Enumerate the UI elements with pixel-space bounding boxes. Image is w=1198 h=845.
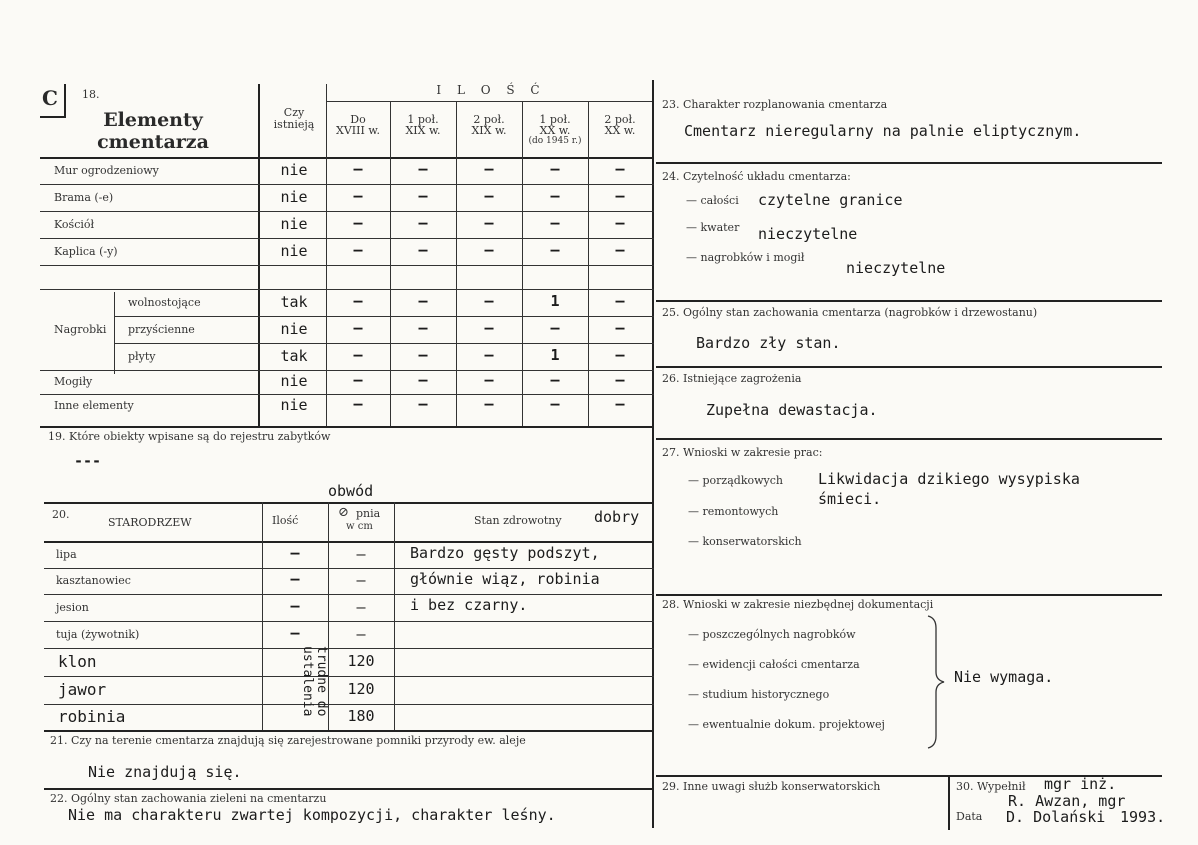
period-header-line: 1 poł. bbox=[539, 113, 571, 126]
exists-value: nie bbox=[280, 396, 308, 414]
q28-label: 28. Wnioski w zakresie niezbędnej dokumentacji bbox=[662, 598, 934, 611]
period-header-line: 2 poł. bbox=[604, 113, 636, 126]
q22-label: 22. Ogólny stan zachowania zieleni na cmentarzu bbox=[50, 792, 327, 805]
count-value: 1 bbox=[550, 291, 560, 310]
section-letter-box bbox=[40, 84, 66, 118]
count-value: – bbox=[550, 371, 560, 389]
stan-header: Stan zdrowotny bbox=[474, 514, 562, 527]
starodrzew-header: STARODRZEW bbox=[108, 516, 192, 529]
tree-count: – bbox=[290, 623, 300, 642]
tree-name: tuja (żywotnik) bbox=[56, 627, 140, 641]
count-value: – bbox=[418, 213, 428, 232]
q23-label: 23. Charakter rozplanowania cmentarza bbox=[662, 98, 888, 111]
q24-item-1-value: czytelne granice bbox=[758, 191, 903, 209]
period-header-line: Do bbox=[350, 113, 366, 126]
stan-value: dobry bbox=[594, 508, 640, 526]
health-line-2: głównie wiąz, robinia bbox=[410, 570, 600, 588]
count-value: – bbox=[484, 318, 494, 337]
row-label: płyty bbox=[128, 349, 156, 363]
exists-value: nie bbox=[280, 214, 308, 233]
count-value: – bbox=[484, 291, 494, 310]
count-value: – bbox=[353, 240, 363, 259]
tree-pnia: – bbox=[356, 624, 366, 643]
count-value: – bbox=[550, 213, 560, 232]
q20-number: 20. bbox=[52, 508, 70, 521]
count-value: – bbox=[550, 240, 560, 259]
count-value: – bbox=[615, 159, 625, 178]
q21-label: 21. Czy na terenie cmentarza znajdują się zarejestrowane pomniki przyrody ew. aleje bbox=[50, 734, 526, 747]
count-value: – bbox=[550, 395, 560, 413]
period-header-line: XX w. bbox=[539, 124, 571, 137]
pnia-header: pnia bbox=[356, 507, 381, 520]
period-header bbox=[390, 114, 456, 136]
period-header-line: (do 1945 r.) bbox=[528, 136, 582, 146]
exists-value: nie bbox=[280, 187, 308, 206]
q24-label: 24. Czytelność układu cmentarza: bbox=[662, 170, 851, 183]
period-header bbox=[588, 114, 652, 136]
count-value: – bbox=[353, 159, 363, 178]
col-exists-header: Czy istnieją bbox=[273, 106, 315, 131]
q30-line-2: R. Awzan, mgr bbox=[1008, 792, 1126, 810]
q24-item-3-label: — nagrobków i mogił bbox=[686, 251, 805, 264]
q22-value: Nie ma charakteru zwartej kompozycji, charakter leśny. bbox=[68, 806, 556, 824]
count-value: 1 bbox=[550, 345, 560, 364]
count-value: – bbox=[353, 318, 363, 337]
section-number: 18. bbox=[82, 88, 100, 101]
row-label: Kaplica (-y) bbox=[54, 244, 118, 258]
exists-value: nie bbox=[280, 241, 308, 260]
count-value: – bbox=[484, 345, 494, 364]
count-value: – bbox=[550, 318, 560, 337]
count-value: – bbox=[615, 240, 625, 259]
count-value: – bbox=[418, 186, 428, 205]
count-value: – bbox=[353, 186, 363, 205]
count-value: – bbox=[353, 395, 363, 413]
trudne-note: trudne do ustalenia bbox=[300, 646, 329, 717]
row-label: Kościół bbox=[54, 217, 95, 231]
tree-name: jesion bbox=[56, 600, 89, 614]
q30-line-3: D. Dolański bbox=[1006, 808, 1106, 826]
row-label: Inne elementy bbox=[54, 399, 134, 412]
obwod-note: obwód bbox=[328, 482, 374, 500]
tree-name: lipa bbox=[56, 547, 77, 561]
tree-count: – bbox=[290, 596, 300, 615]
tree-pnia: – bbox=[356, 544, 366, 563]
count-value: – bbox=[484, 240, 494, 259]
exists-value: nie bbox=[280, 372, 308, 390]
tree-pnia: 120 bbox=[347, 652, 375, 670]
count-value: – bbox=[615, 291, 625, 310]
health-line-3: i bez czarny. bbox=[410, 596, 528, 614]
q28-item-3: — studium historycznego bbox=[688, 688, 830, 701]
q24-item-2-label: — kwater bbox=[686, 221, 740, 234]
period-header-line: XX w. bbox=[604, 124, 636, 137]
q26-value: Zupełna dewastacja. bbox=[706, 401, 878, 419]
q27-value-line-2: śmieci. bbox=[818, 490, 882, 508]
q21-value: Nie znajdują się. bbox=[88, 763, 242, 781]
q27-item-3: — konserwatorskich bbox=[688, 535, 802, 548]
period-header bbox=[326, 114, 390, 136]
row-label: Mogiły bbox=[54, 375, 93, 388]
row-label: Mur ogrodzeniowy bbox=[54, 163, 159, 177]
health-note bbox=[410, 544, 600, 622]
count-value: – bbox=[418, 159, 428, 178]
exists-value: nie bbox=[280, 319, 308, 338]
tree-name: klon bbox=[58, 652, 97, 671]
q27-item-2: — remontowych bbox=[688, 505, 779, 518]
exists-value: tak bbox=[280, 346, 308, 365]
ilosc-col-header: Ilość bbox=[272, 514, 299, 527]
q25-label: 25. Ogólny stan zachowania cmentarza (nagrobków i drzewostanu) bbox=[662, 306, 1038, 319]
pnia-unit: w cm bbox=[346, 521, 373, 532]
q19-label: 19. Które obiekty wpisane są do rejestru zabytków bbox=[48, 430, 331, 443]
count-value: – bbox=[418, 240, 428, 259]
title-line-2: cmentarza bbox=[97, 131, 209, 153]
count-value: – bbox=[615, 186, 625, 205]
q28-item-4: — ewentualnie dokum. projektowej bbox=[688, 718, 885, 731]
period-header-line: XIX w. bbox=[405, 124, 441, 137]
count-value: – bbox=[484, 159, 494, 178]
count-value: – bbox=[353, 291, 363, 310]
ilosc-header: I L O Ś Ć bbox=[436, 83, 546, 97]
tree-pnia: – bbox=[356, 571, 366, 589]
count-value: – bbox=[418, 371, 428, 389]
count-value: – bbox=[615, 345, 625, 364]
diameter-icon: ⊘ bbox=[338, 505, 349, 520]
count-value: – bbox=[353, 345, 363, 364]
q30-label: 30. Wypełnił bbox=[956, 780, 1026, 793]
period-header-line: 1 poł. bbox=[407, 113, 439, 126]
count-value: – bbox=[353, 213, 363, 232]
q27-label: 27. Wnioski w zakresie prac: bbox=[662, 446, 823, 459]
count-value: – bbox=[418, 395, 428, 413]
q25-value: Bardzo zły stan. bbox=[696, 334, 841, 352]
count-value: – bbox=[418, 291, 428, 310]
count-value: – bbox=[484, 395, 494, 413]
q24-item-1-label: — całości bbox=[686, 194, 739, 207]
q27-item-1: — porządkowych bbox=[688, 474, 783, 487]
period-header-line: 2 poł. bbox=[473, 113, 505, 126]
q30-line-1: mgr inż. bbox=[1044, 775, 1117, 793]
tree-count: – bbox=[290, 570, 300, 588]
q24-item-3-value: nieczytelne bbox=[846, 259, 946, 277]
count-value: – bbox=[418, 318, 428, 337]
count-value: – bbox=[615, 318, 625, 337]
title-line-1: Elementy bbox=[103, 109, 203, 131]
q19-value: --- bbox=[74, 452, 102, 470]
q28-value: Nie wymaga. bbox=[954, 668, 1054, 686]
data-label: Data bbox=[956, 810, 983, 823]
q27-value-line-1: Likwidacja dzikiego wysypiska bbox=[818, 470, 1080, 488]
row-label: Brama (-e) bbox=[54, 190, 114, 204]
tree-pnia: 180 bbox=[347, 707, 375, 725]
count-value: – bbox=[484, 186, 494, 205]
tree-pnia: – bbox=[356, 597, 366, 616]
health-line-1: Bardzo gęsty podszyt, bbox=[410, 544, 600, 562]
q24-item-2-value: nieczytelne bbox=[758, 225, 858, 243]
brace-icon bbox=[926, 614, 950, 750]
exists-value: tak bbox=[280, 292, 308, 311]
count-value: – bbox=[353, 371, 363, 389]
count-value: – bbox=[484, 371, 494, 389]
section-letter: C bbox=[42, 86, 58, 110]
tree-name: jawor bbox=[58, 680, 107, 699]
row-label: przyścienne bbox=[128, 322, 195, 336]
count-value: – bbox=[418, 345, 428, 364]
count-value: – bbox=[615, 371, 625, 389]
q26-label: 26. Istniejące zagrożenia bbox=[662, 372, 802, 385]
period-header bbox=[456, 114, 522, 136]
tree-count: – bbox=[290, 543, 300, 562]
q28-item-1: — poszczególnych nagrobków bbox=[688, 628, 856, 641]
tree-pnia: 120 bbox=[347, 680, 375, 698]
tree-name: kasztanowiec bbox=[56, 574, 131, 587]
count-value: – bbox=[550, 186, 560, 205]
q23-value: Cmentarz nieregularny na palnie eliptycznym. bbox=[684, 122, 1082, 140]
row-label: wolnostojące bbox=[128, 295, 201, 309]
count-value: – bbox=[550, 159, 560, 178]
period-header bbox=[522, 114, 588, 147]
exists-value: nie bbox=[280, 160, 308, 179]
q28-item-2: — ewidencji całości cmentarza bbox=[688, 658, 860, 671]
q29-label: 29. Inne uwagi służb konserwatorskich bbox=[662, 780, 881, 793]
count-value: – bbox=[484, 213, 494, 232]
count-value: – bbox=[615, 213, 625, 232]
table-title bbox=[80, 109, 226, 153]
nagrobki-label: Nagrobki bbox=[54, 322, 107, 336]
tree-name: robinia bbox=[58, 707, 126, 726]
q30-year: 1993. bbox=[1120, 808, 1166, 826]
period-header-line: XVIII w. bbox=[336, 124, 380, 137]
count-value: – bbox=[615, 395, 625, 413]
period-header-line: XIX w. bbox=[471, 124, 507, 137]
